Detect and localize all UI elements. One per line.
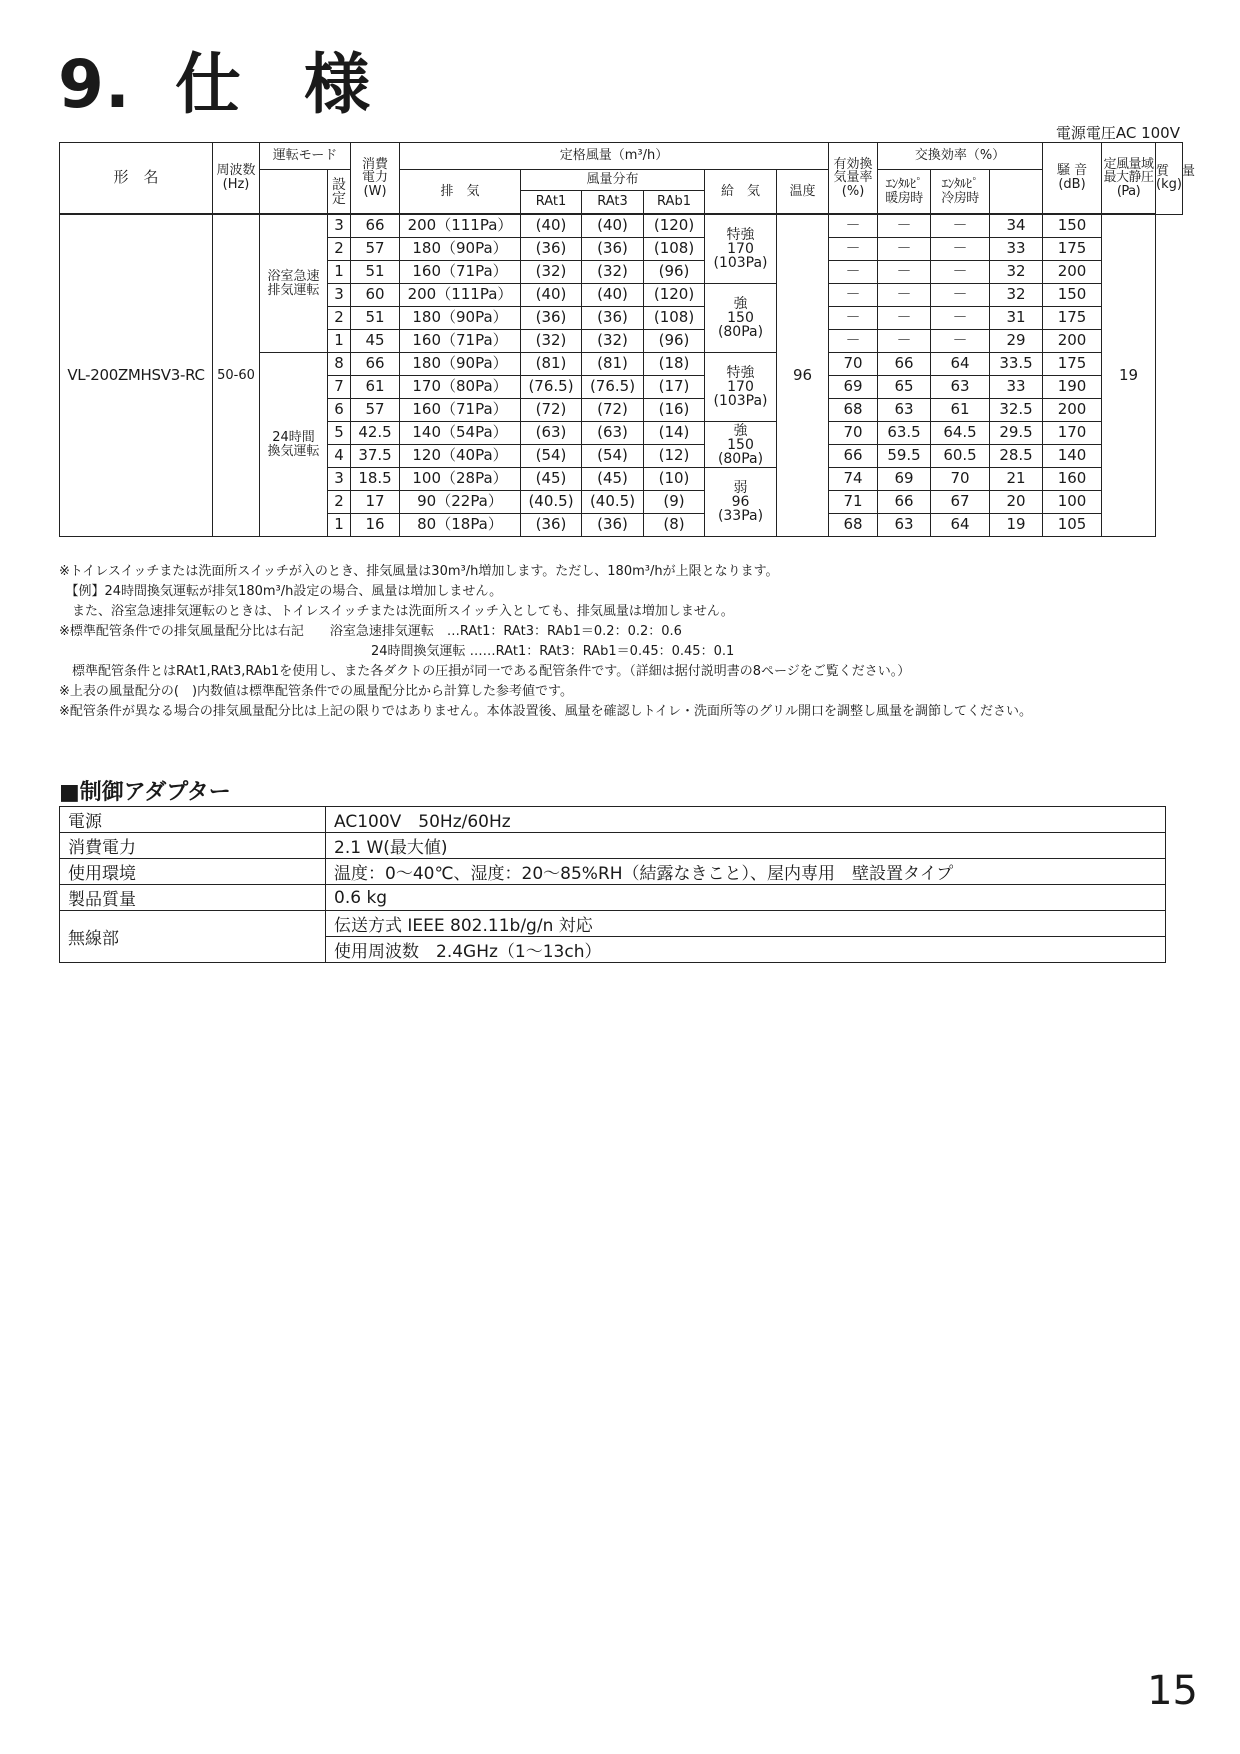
col-noise-header: 騒 音 (dB) [1043,143,1102,215]
enth-cool-cell: 67 [931,491,990,514]
adapter-heading: ■制御アダプター [59,780,231,805]
rat1-cell: (32) [521,261,582,284]
voltage-note: 電源電圧AC 100V [1055,124,1180,142]
temp-cell: 70 [829,353,878,376]
setting-cell: 1 [328,514,351,537]
title-number: 9. [58,46,131,123]
spec-header-row-1 [60,143,1183,170]
noise-cell: 32 [990,284,1043,307]
exhaust-cell: 90（22Pa） [400,491,521,514]
noise-cell: 32.5 [990,399,1043,422]
temp-cell: － [829,214,878,238]
mass-cell: 19 [1102,214,1156,537]
enth-cool-cell: － [931,261,990,284]
power-cell: 61 [351,376,400,399]
adapter-label: 製品質量 [60,885,326,911]
footnote: 標準配管条件とはRAt1,RAt3,RAb1を使用し、また各ダクトの圧損が同一である配管条件です。（詳細は据付説明書の8ページをご覧ください。） [59,664,911,679]
table-row [60,911,1166,937]
exhaust-cell: 80（18Pa） [400,514,521,537]
exhaust-cell: 180（90Pa） [400,353,521,376]
page-number: 15 [1147,1668,1198,1714]
power-cell: 60 [351,284,400,307]
rat1-cell: (76.5) [521,376,582,399]
adapter-value: 0.6 kg [326,885,1166,911]
col-rat3-header: RAt3 [582,191,644,215]
rat3-cell: (81) [582,353,644,376]
adapter-value: 使用周波数 2.4GHz（1～13ch） [326,937,1166,963]
freq-cell: 50-60 [213,214,260,537]
enth-cool-cell: 70 [931,468,990,491]
setting-cell: 6 [328,399,351,422]
adapter-value: AC100V 50Hz/60Hz [326,807,1166,833]
col-distribution-header: 風量分布 [521,170,705,191]
rat1-cell: (36) [521,514,582,537]
temp-cell: 69 [829,376,878,399]
pressure-cell: 150 [1043,284,1102,307]
rat3-cell: (63) [582,422,644,445]
pressure-cell: 175 [1043,353,1102,376]
adapter-label: 無線部 [60,911,326,963]
adapter-table [59,806,1166,963]
rab1-cell: (16) [644,399,705,422]
exhaust-cell: 200（111Pa） [400,214,521,238]
enth-heat-cell: 59.5 [878,445,931,468]
noise-cell: 29 [990,330,1043,353]
noise-cell: 34 [990,214,1043,238]
title-char-2: 様 [304,46,371,123]
rat3-cell: (76.5) [582,376,644,399]
setting-cell: 1 [328,261,351,284]
power-cell: 57 [351,238,400,261]
power-cell: 66 [351,214,400,238]
setting-cell: 1 [328,330,351,353]
table-row [60,885,1166,911]
pressure-cell: 140 [1043,445,1102,468]
enth-cool-cell: － [931,214,990,238]
rat1-cell: (54) [521,445,582,468]
enth-heat-cell: － [878,238,931,261]
pressure-cell: 170 [1043,422,1102,445]
noise-cell: 29.5 [990,422,1043,445]
setting-cell: 3 [328,214,351,238]
noise-cell: 21 [990,468,1043,491]
enth-cool-cell: － [931,307,990,330]
rab1-cell: (8) [644,514,705,537]
enth-heat-cell: － [878,284,931,307]
footnote: 【例】24時間換気運転が排気180m³/h設定の場合、風量は増加しません。 [59,584,503,599]
enth-cool-cell: 64 [931,353,990,376]
exhaust-cell: 200（111Pa） [400,284,521,307]
enth-heat-cell: 63.5 [878,422,931,445]
setting-cell: 2 [328,491,351,514]
col-eff-vent-header: 有効換 気量率 (%) [829,143,878,215]
enth-heat-cell: 69 [878,468,931,491]
enth-heat-cell: － [878,307,931,330]
col-setting-header: 設 定 [328,170,351,215]
pressure-cell: 200 [1043,330,1102,353]
adapter-value: 2.1 W(最大値) [326,833,1166,859]
noise-cell: 28.5 [990,445,1043,468]
rat3-cell: (32) [582,261,644,284]
exhaust-cell: 140（54Pa） [400,422,521,445]
adapter-value: 伝送方式 IEEE 802.11b/g/n 対応 [326,911,1166,937]
col-model-header: 形 名 [60,143,213,215]
temp-cell: 68 [829,399,878,422]
model-cell: VL-200ZMHSV3-RC [60,214,213,537]
temp-cell: － [829,261,878,284]
enth-cool-cell: 63 [931,376,990,399]
rab1-cell: (120) [644,284,705,307]
power-cell: 16 [351,514,400,537]
rat1-cell: (45) [521,468,582,491]
table-row [60,859,1166,885]
rat1-cell: (36) [521,238,582,261]
rab1-cell: (120) [644,214,705,238]
spec-table [59,142,1196,537]
power-cell: 51 [351,261,400,284]
rat3-cell: (36) [582,514,644,537]
pressure-cell: 200 [1043,261,1102,284]
col-temp-header: 温度 [777,170,829,215]
pressure-cell: 190 [1043,376,1102,399]
rat3-cell: (45) [582,468,644,491]
temp-cell: 71 [829,491,878,514]
enth-cool-cell: － [931,238,990,261]
rat3-cell: (36) [582,307,644,330]
pressure-cell: 160 [1043,468,1102,491]
enth-heat-cell: 63 [878,514,931,537]
table-row [60,214,1183,238]
power-cell: 51 [351,307,400,330]
enth-cool-cell: － [931,284,990,307]
col-rab1-header: RAb1 [644,191,705,215]
enth-heat-cell: － [878,261,931,284]
power-cell: 42.5 [351,422,400,445]
rab1-cell: (9) [644,491,705,514]
rab1-cell: (96) [644,330,705,353]
adapter-value: 温度：0～40℃、湿度：20～85%RH（結露なきこと）、屋内専用 壁設置タイプ [326,859,1166,885]
setting-cell: 3 [328,468,351,491]
temp-cell: － [829,307,878,330]
power-cell: 37.5 [351,445,400,468]
rat3-cell: (36) [582,238,644,261]
supply-cell: 強 150 (80Pa) [705,422,777,468]
enth-cool-cell: － [931,330,990,353]
col-freq-header: 周波数 (Hz) [213,143,260,215]
pressure-cell: 150 [1043,214,1102,238]
title-char-1: 仕 [175,46,242,123]
supply-cell: 弱 96 (33Pa) [705,468,777,537]
col-rated-airflow-header: 定格風量（m³/h） [400,143,829,170]
col-power-header: 消費 電力 (W) [351,143,400,215]
exhaust-cell: 170（80Pa） [400,376,521,399]
pressure-cell: 105 [1043,514,1102,537]
exhaust-cell: 160（71Pa） [400,261,521,284]
power-cell: 45 [351,330,400,353]
supply-cell: 強 150 (80Pa) [705,284,777,353]
exhaust-cell: 120（40Pa） [400,445,521,468]
setting-cell: 7 [328,376,351,399]
col-enth-cool-header: ｴﾝﾀﾙﾋﾟ 冷房時 [931,170,990,215]
enth-cool-cell: 60.5 [931,445,990,468]
effective-vent-cell: 96 [777,214,829,537]
enth-cool-cell: 61 [931,399,990,422]
noise-cell: 33 [990,238,1043,261]
footnote: ※トイレスイッチまたは洗面所スイッチが入のとき、排気風量は30m³/h増加します。ただし、180m³/hが上限となります。 [59,564,779,579]
enth-heat-cell: － [878,330,931,353]
footnote: ※配管条件が異なる場合の排気風量配分比は上記の限りではありません。本体設置後、風量を確認しトイレ・洗面所等のグリル開口を調整し風量を調節してください。 [59,704,1033,719]
rab1-cell: (96) [644,261,705,284]
col-supply-header: 給 気 [705,170,777,215]
footnote: また、浴室急速排気運転のときは、トイレスイッチまたは洗面所スイッチ入としても、排気風量は増加しません。 [59,604,734,619]
pressure-cell: 175 [1043,238,1102,261]
rat1-cell: (63) [521,422,582,445]
rab1-cell: (17) [644,376,705,399]
pressure-cell: 175 [1043,307,1102,330]
footnote: ※上表の風量配分の( )内数値は標準配管条件での風量配分比から計算した参考値です。 [59,684,573,699]
rat1-cell: (40) [521,214,582,238]
temp-cell: 66 [829,445,878,468]
setting-cell: 3 [328,284,351,307]
adapter-label: 消費電力 [60,833,326,859]
col-rat1-header: RAt1 [521,191,582,215]
power-cell: 17 [351,491,400,514]
enth-heat-cell: － [878,214,931,238]
noise-cell: 20 [990,491,1043,514]
enth-heat-cell: 63 [878,399,931,422]
footnotes [59,562,1189,722]
noise-cell: 31 [990,307,1043,330]
mode-24h-cell: 24時間 換気運転 [260,353,328,537]
footnote: ※標準配管条件での排気風量配分比は右記 浴室急速排気運転 …RAt1：RAt3：RAb1＝0.2：0.2：0.6 [59,624,682,639]
exhaust-cell: 160（71Pa） [400,399,521,422]
noise-cell: 33 [990,376,1043,399]
rat1-cell: (81) [521,353,582,376]
rat3-cell: (40) [582,214,644,238]
col-pressure-header: 定風量域 最大静圧 (Pa) [1102,143,1156,215]
enth-heat-cell: 65 [878,376,931,399]
col-mode-header: 運転モード [260,143,351,170]
col-mass-header: 質 量 (kg) [1156,143,1183,215]
rab1-cell: (12) [644,445,705,468]
supply-cell: 特強 170 (103Pa) [705,353,777,422]
col-exchange-header: 交換効率（%） [878,143,1043,170]
enth-heat-cell: 66 [878,491,931,514]
setting-cell: 4 [328,445,351,468]
noise-cell: 32 [990,261,1043,284]
col-exhaust-header: 排 気 [400,170,521,215]
rat3-cell: (54) [582,445,644,468]
rat1-cell: (36) [521,307,582,330]
rab1-cell: (18) [644,353,705,376]
exhaust-cell: 160（71Pa） [400,330,521,353]
setting-cell: 2 [328,307,351,330]
power-cell: 66 [351,353,400,376]
pressure-cell: 200 [1043,399,1102,422]
setting-cell: 5 [328,422,351,445]
table-row [60,807,1166,833]
mode-blank-cell [260,170,328,215]
enth-cool-cell: 64.5 [931,422,990,445]
footnote: 24時間換気運転 ……RAt1：RAt3：RAb1＝0.45：0.45：0.1 [59,644,735,659]
adapter-label: 使用環境 [60,859,326,885]
rat1-cell: (40.5) [521,491,582,514]
table-row [60,833,1166,859]
rab1-cell: (108) [644,238,705,261]
setting-cell: 2 [328,238,351,261]
page-title [58,40,371,130]
enth-heat-cell: 66 [878,353,931,376]
power-cell: 57 [351,399,400,422]
exhaust-cell: 180（90Pa） [400,238,521,261]
power-cell: 18.5 [351,468,400,491]
rat3-cell: (40.5) [582,491,644,514]
temp-cell: － [829,284,878,307]
temp-cell: 70 [829,422,878,445]
temp-cell: － [829,238,878,261]
supply-cell: 特強 170 (103Pa) [705,214,777,284]
rat3-cell: (40) [582,284,644,307]
temp-cell: 74 [829,468,878,491]
rab1-cell: (10) [644,468,705,491]
exhaust-cell: 100（28Pa） [400,468,521,491]
noise-cell: 33.5 [990,353,1043,376]
rat1-cell: (32) [521,330,582,353]
exhaust-cell: 180（90Pa） [400,307,521,330]
rab1-cell: (14) [644,422,705,445]
rat1-cell: (40) [521,284,582,307]
temp-cell: 68 [829,514,878,537]
rat3-cell: (72) [582,399,644,422]
col-enth-heat-header: ｴﾝﾀﾙﾋﾟ 暖房時 [878,170,931,215]
enth-cool-cell: 64 [931,514,990,537]
adapter-label: 電源 [60,807,326,833]
rab1-cell: (108) [644,307,705,330]
rat1-cell: (72) [521,399,582,422]
setting-cell: 8 [328,353,351,376]
noise-cell: 19 [990,514,1043,537]
temp-cell: － [829,330,878,353]
mode-bath-cell: 浴室急速 排気運転 [260,214,328,353]
pressure-cell: 100 [1043,491,1102,514]
rat3-cell: (32) [582,330,644,353]
